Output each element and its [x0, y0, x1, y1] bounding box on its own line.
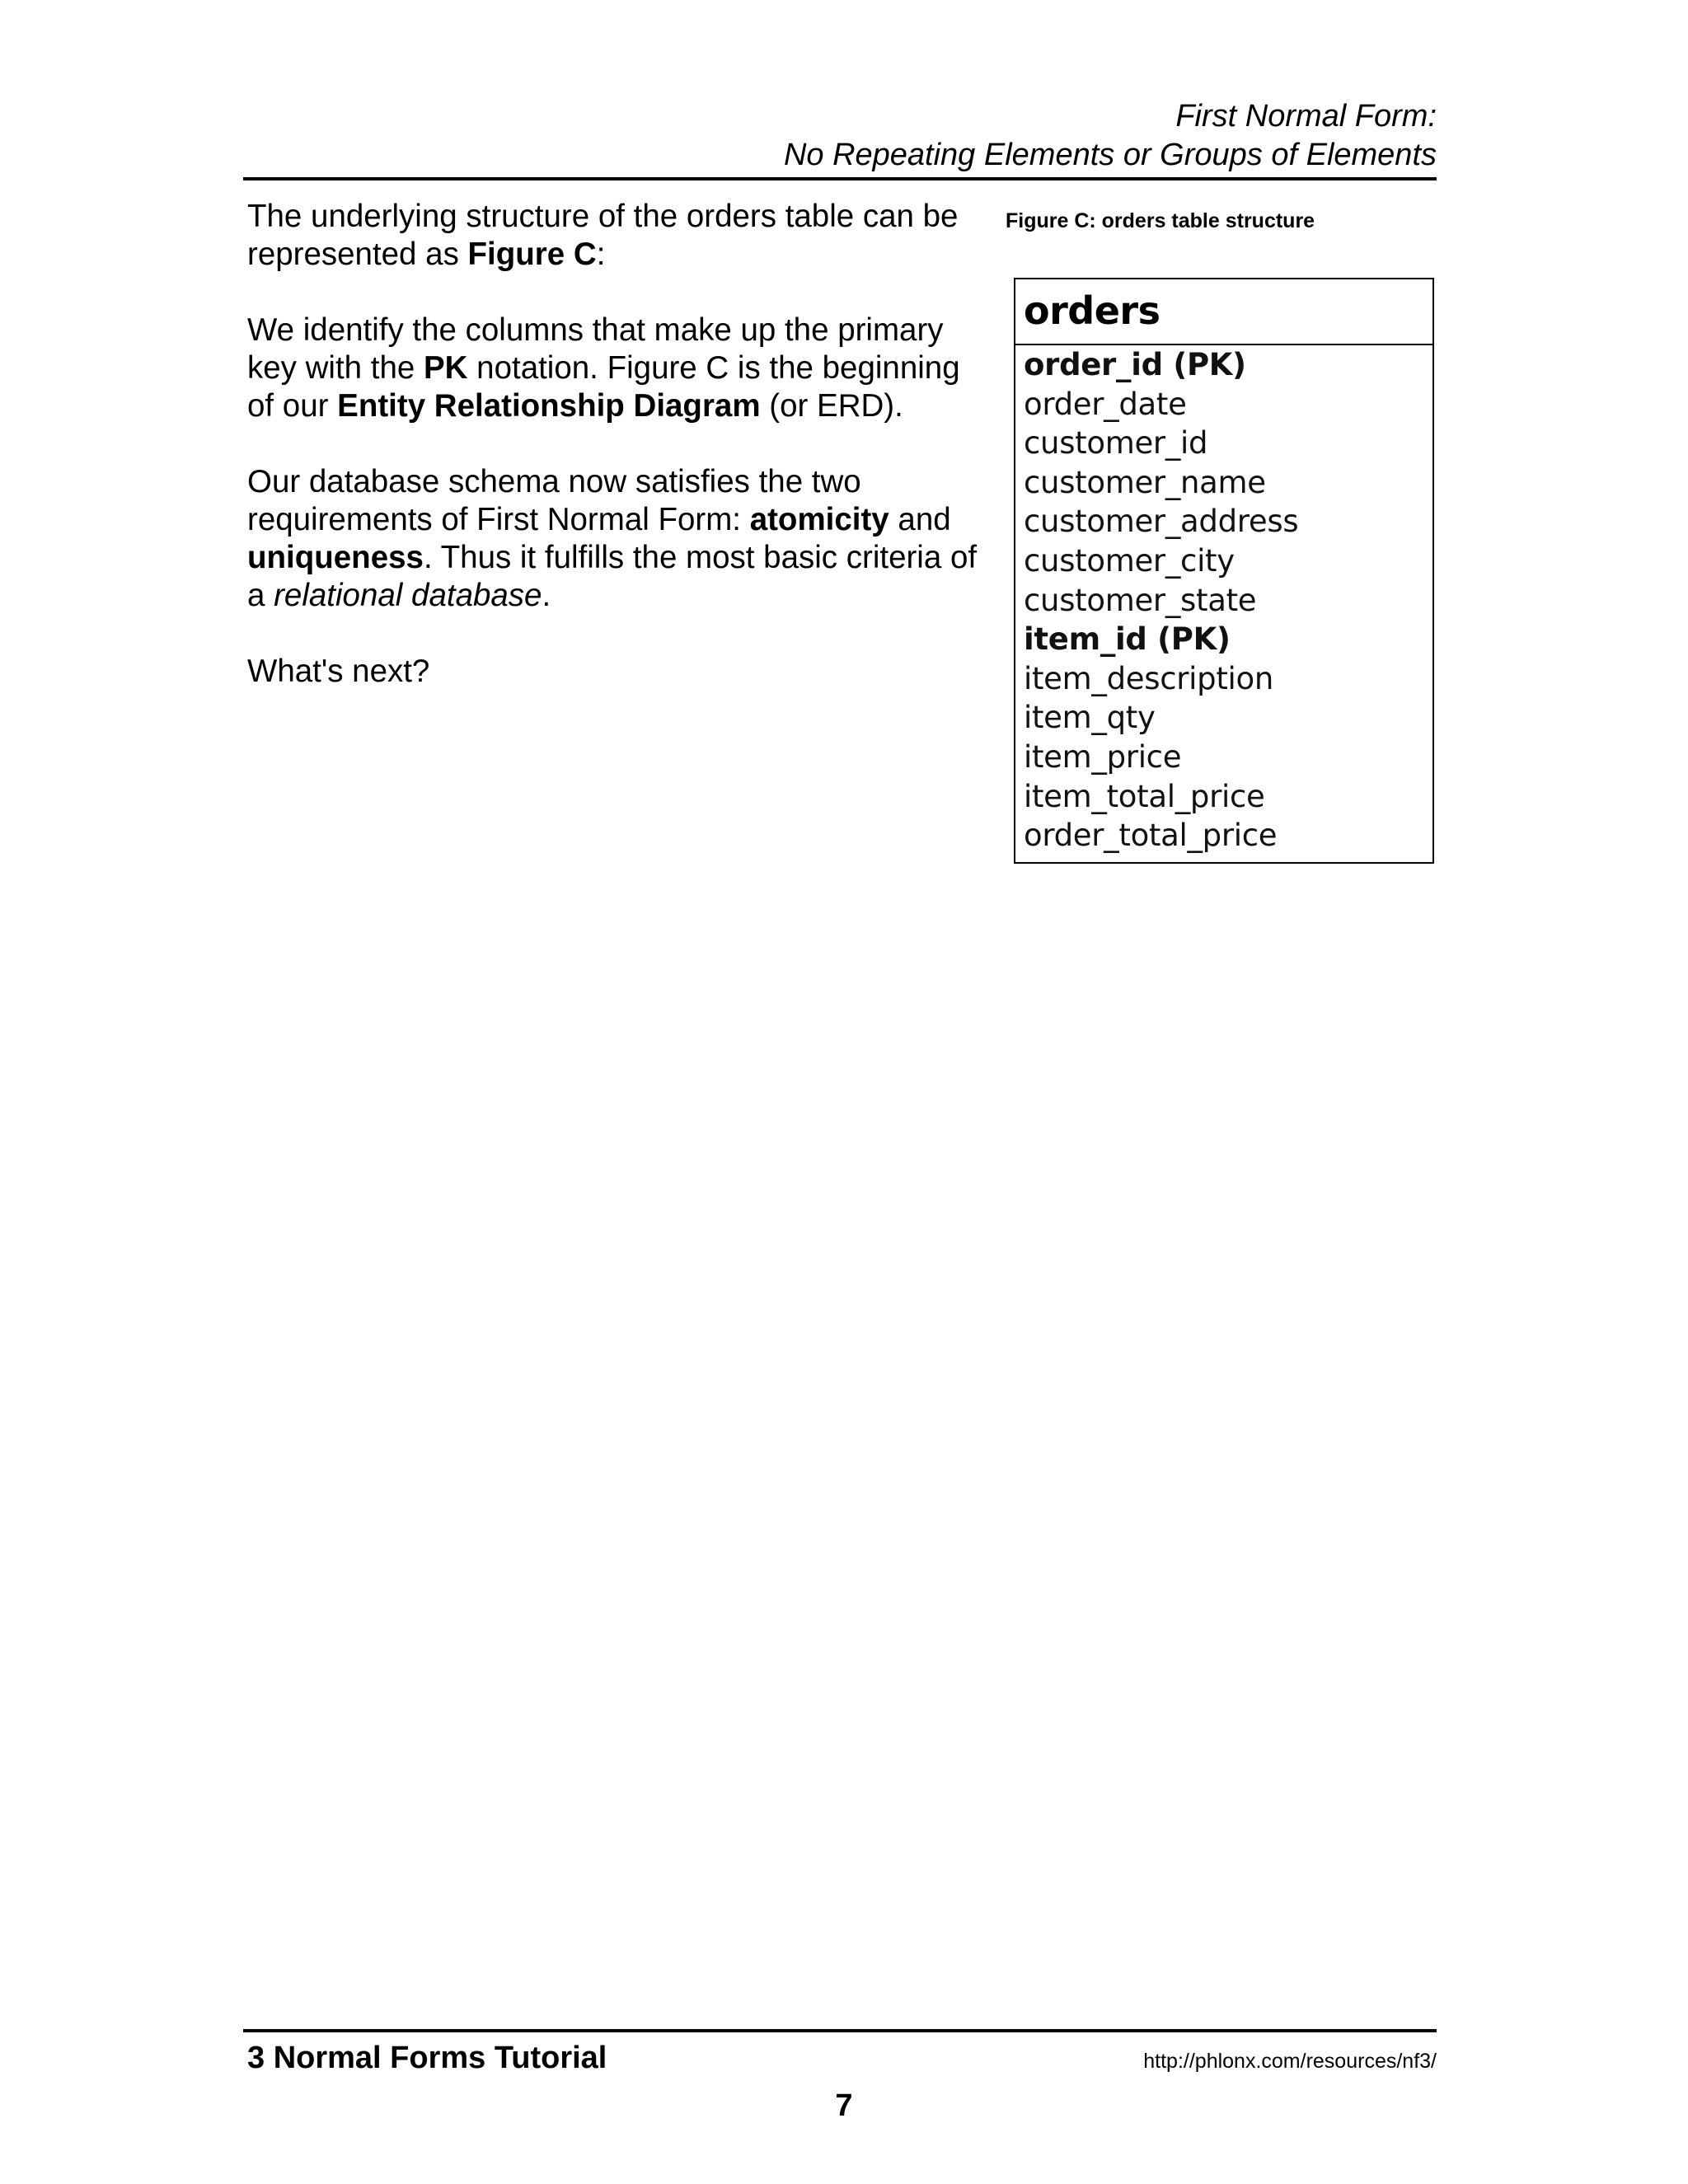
- paragraph-1: [247, 198, 981, 274]
- erd-field-list: [1015, 345, 1432, 855]
- erd-field: item_qty: [1024, 700, 1156, 736]
- erd-field: item_total_price: [1024, 778, 1265, 814]
- footer-url: http://phlonx.com/resources/nf3/: [1143, 2050, 1437, 2073]
- erd-field: order_total_price: [1024, 818, 1278, 854]
- figure-c-reference: Figure C: [467, 237, 597, 272]
- erd-table-name: orders: [1015, 279, 1432, 345]
- p4-text-1: What's next?: [247, 654, 430, 689]
- body-text: [247, 198, 981, 729]
- pk-term: PK: [424, 350, 468, 386]
- p1-text-2: :: [596, 237, 606, 272]
- erd-field: customer_id: [1024, 425, 1208, 462]
- figure-caption: Figure C: orders table structure: [1006, 209, 1315, 232]
- erd-field: customer_address: [1024, 504, 1299, 540]
- p2-text-1: We identify the columns that make up the primary key with the: [247, 312, 944, 386]
- erd-field: item_price: [1024, 738, 1182, 775]
- erd-field: customer_city: [1024, 542, 1235, 579]
- relational-database-term: relational database: [274, 578, 542, 613]
- atomicity-term: atomicity: [749, 502, 889, 537]
- p3-text-2: and: [889, 502, 951, 537]
- paragraph-4: [247, 653, 981, 691]
- erd-field: customer_name: [1024, 464, 1266, 500]
- p2-text-3: (or ERD).: [760, 388, 903, 424]
- uniqueness-term: uniqueness: [247, 540, 424, 575]
- erd-field: item_id (PK): [1024, 621, 1231, 658]
- erd-orders-table: [1014, 278, 1434, 864]
- p3-text-4: .: [542, 578, 551, 613]
- header-rule: [243, 177, 1437, 180]
- header-line-2: No Repeating Elements or Groups of Elements: [783, 138, 1437, 172]
- p3-text-1: Our database schema now satisfies the two requirements of First Normal Form:: [247, 464, 861, 537]
- paragraph-3: [247, 463, 981, 615]
- erd-field: order_id (PK): [1024, 347, 1246, 382]
- p1-text-1: The underlying structure of the orders table can be represented as: [247, 199, 959, 272]
- running-header: [243, 97, 1437, 175]
- footer-title: 3 Normal Forms Tutorial: [247, 2041, 607, 2075]
- header-line-1: First Normal Form:: [1175, 99, 1437, 134]
- footer-rule: [243, 2029, 1437, 2032]
- paragraph-2: [247, 312, 981, 425]
- p2-text-2: notation. Figure C is the beginning of our: [247, 350, 960, 424]
- erd-field: item_description: [1024, 660, 1274, 696]
- erd-field: order_date: [1024, 386, 1187, 422]
- erd-term: Entity Relationship Diagram: [337, 388, 761, 424]
- page-number: 7: [835, 2088, 853, 2123]
- erd-field: customer_state: [1024, 582, 1257, 618]
- p3-text-3: . Thus it fulfills the most basic criteria of a: [247, 540, 978, 613]
